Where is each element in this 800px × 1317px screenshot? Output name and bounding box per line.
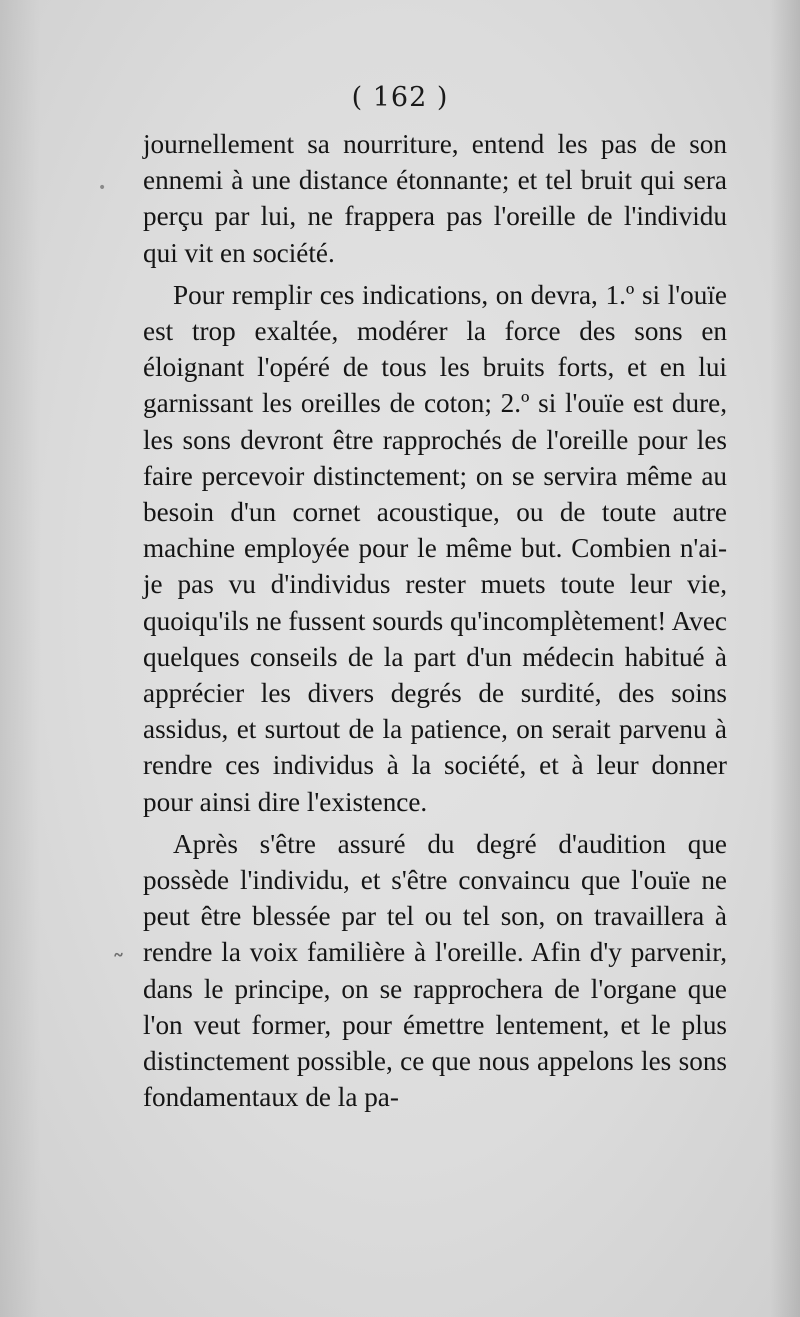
ink-speck-mark: •	[98, 180, 107, 196]
page-number: ( 162 )	[351, 82, 449, 113]
paragraph-1: journellement sa nourriture, entend les pas de son ennemi à une distance étonnante; et tel bruit qui sera perçu par lui, ne frappera pas l'oreille de l'individu qui vit en société.	[143, 129, 727, 268]
margin-ink-mark: ˜	[112, 950, 125, 980]
paragraph-2: Pour remplir ces indications, on devra, 1.º si l'ouïe est trop exaltée, modérer la force des sons en éloignant l'opéré de tous les bruits forts, et en lui garnissant les oreilles de coton; 2.º si l'ouïe est dure, les sons devront être rapprochés de l'oreille pour les faire percevoir distinctement; on se servira même au besoin d'un cornet acoustique, ou de toute autre machine employée pour le même but. Combien n'ai-je pas vu d'individus rester muets toute leur vie, quoiqu'ils ne fussent sourds qu'incomplètement! Avec quelques conseils de la part d'un médecin habitué à apprécier les divers degrés de surdité, des soins assidus, et surtout de la patience, on serait parvenu à rendre ces individus à la société, et à leur donner pour ainsi dire l'existence.	[143, 279, 727, 817]
page-gutter-shadow	[0, 0, 40, 1317]
page-edge-shadow	[770, 0, 800, 1317]
body-text	[143, 126, 727, 1115]
paragraph-3: Après s'être assuré du degré d'audition que possède l'individu, et s'être convaincu que l'ouïe ne peut être blessée par tel ou tel son, on travaillera à rendre la voix familière à l'oreille. Afin d'y parvenir, dans le principe, on se rapprochera de l'organe que l'on veut former, pour émettre lentement, et le plus distinctement possible, ce que nous appelons les sons fondamentaux de la pa-	[143, 828, 727, 1113]
